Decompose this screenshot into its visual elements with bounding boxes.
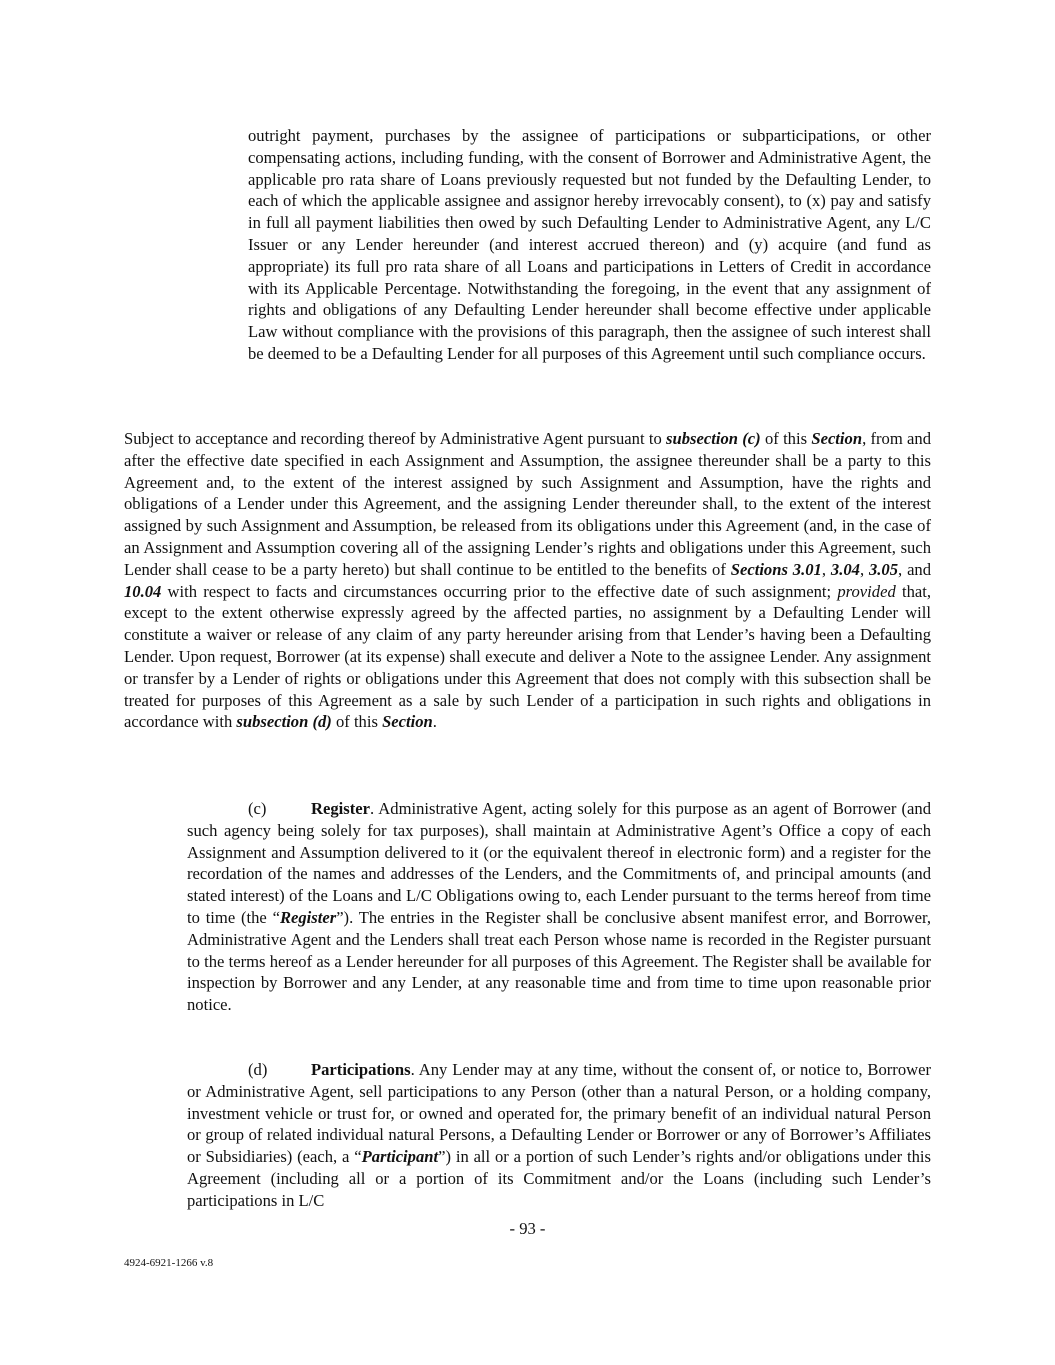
subsection-participations [187,1059,931,1212]
text-run: with respect to facts and circumstances occurring prior to the effective date of such assignment; [161,581,838,601]
text-run: , [821,559,831,579]
text-run: . Any Lender may at any time, without the consent of, or notice to, Borrower or Administrative Agent, sell participations to any Person (other than a natural Person, or a holding company, investment vehicle or trust for, or owned and operated for, the primary benefit of an individual natural Person or group of related individual natural Persons, a Defaulting Lender or Borrower or any of Borrower’s Affiliates or Subsidiaries) (each, a “ [187,1060,931,1167]
cross-reference: Section [811,429,863,448]
defined-term: Register [279,907,337,927]
cross-reference: Sections 3.01 [730,559,822,579]
defined-term: Participant [361,1147,439,1167]
cross-reference: 3.04 [830,559,860,579]
page-number: - 93 - [509,1219,546,1238]
cross-reference: 10.04 [124,581,162,601]
subsection-register [187,798,931,1016]
cross-reference: subsection (d) [236,712,332,732]
text-run: that, except to the extent otherwise expressly agreed by the affected parties, no assignment by a Defaulting Lender will constitute a waiver or release of any claim of any party hereunder arising from that Lender’s having been a Defaulting Lender. Upon request, Borrower (at its expense) shall execute and deliver a Note to the assignee Lender. Any assignment or transfer by a Lender of rights or obligations under this Agreement that does not comply with this subsection shall be treated for purposes of this Agreement as a sale by such Lender of a participation in such rights and obligations in accordance with [124,581,931,732]
text-run: , [859,559,869,579]
cross-reference: 3.05 [868,559,899,579]
text-run: . Administrative Agent, acting solely for this purpose as an agent of Borrower (and such agency being solely for tax purposes), shall maintain at Administrative Agent’s Office a copy of each Assignment and Assumption delivered to it (or the equivalent thereof in electronic form) and a register for the recordation of the names and addresses of the Lenders, and the Commitments of, and principal amounts (and stated interest) of the Loans and L/C Obligations owing to, each Lender pursuant to the terms hereof from time to time (the “ [187,799,931,927]
text-run: , from and after the effective date specified in each Assignment and Assumption, the assignee thereunder shall be a party to this Agreement and, to the extent of the interest assigned by such Assignment and Assumption, have the rights and obligations of a Lender under this Agreement, and the assigning Lender thereunder shall, to the extent of the interest assigned by such Assignment and Assumption, be released from its obligations under this Agreement (and, in the case of an Assignment and Assumption covering all of the assigning Lender’s rights and obligations under this Agreement, such Lender shall cease to be a party hereto) but shall continue to be entitled to the benefits of [124,429,932,579]
document-id-footer: 4924-6921-1266 v.8 [124,1257,214,1269]
subsection-heading: Register [311,799,370,818]
text-run: Subject to acceptance and recording thereof by Administrative Agent pursuant to [124,429,667,448]
paragraph-assignment-effect [124,428,931,733]
text-run: . [432,712,437,732]
subsection-marker: (d) [248,1060,268,1079]
cross-reference: subsection (c) [666,429,761,448]
paragraph-continuation: outright payment, purchases by the assignee of participations or subparticipations, or other compensating actions, including funding, with the consent of Borrower and Administrative Agent, the applicable pro rata share of Loans previously requested but not funded by the Defaulting Lender, to each of which the applicable assignee and assignor hereby irrevocably consent), to (x) pay and satisfy in full all payment liabilities then owed by such Defaulting Lender to Administrative Agent, any L/C Issuer or any Lender hereunder (and interest accrued thereon) and (y) acquire (and fund as appropriate) its full pro rata share of all Loans and participations in Letters of Credit in accordance with its Applicable Percentage. Notwithstanding the foregoing, in the event that any assignment of rights and obligations of any Defaulting Lender hereunder shall become effective under applicable Law without compliance with the provisions of this paragraph, then the assignee of such interest shall be deemed to be a Defaulting Lender for all purposes of this Agreement until such compliance occurs. [248,126,931,363]
text-run: ”). The entries in the Register shall be conclusive absent manifest error, and Borrower, Administrative Agent and the Lenders shall treat each Person whose name is recorded in the Register pursuant to the terms hereof as a Lender hereunder for all purposes of this Agreement. The Register shall be available for inspection by Borrower and any Lender, at any reasonable time and from time to time upon reasonable prior notice. [187,907,931,1015]
text-run: of this [331,712,383,732]
subsection-marker: (c) [248,799,267,818]
text-run: of this [760,429,812,448]
proviso-term: provided [837,581,896,601]
cross-reference: Section [382,712,433,732]
text-run: ”) in all or a portion of such Lender’s rights and/or obligations under this Agreement (including all or a portion of its Commitment and/or the Loans (including such Lender’s participations in L/C [187,1147,931,1210]
subsection-heading: Participations [311,1060,411,1079]
text-run: , and [898,559,932,579]
